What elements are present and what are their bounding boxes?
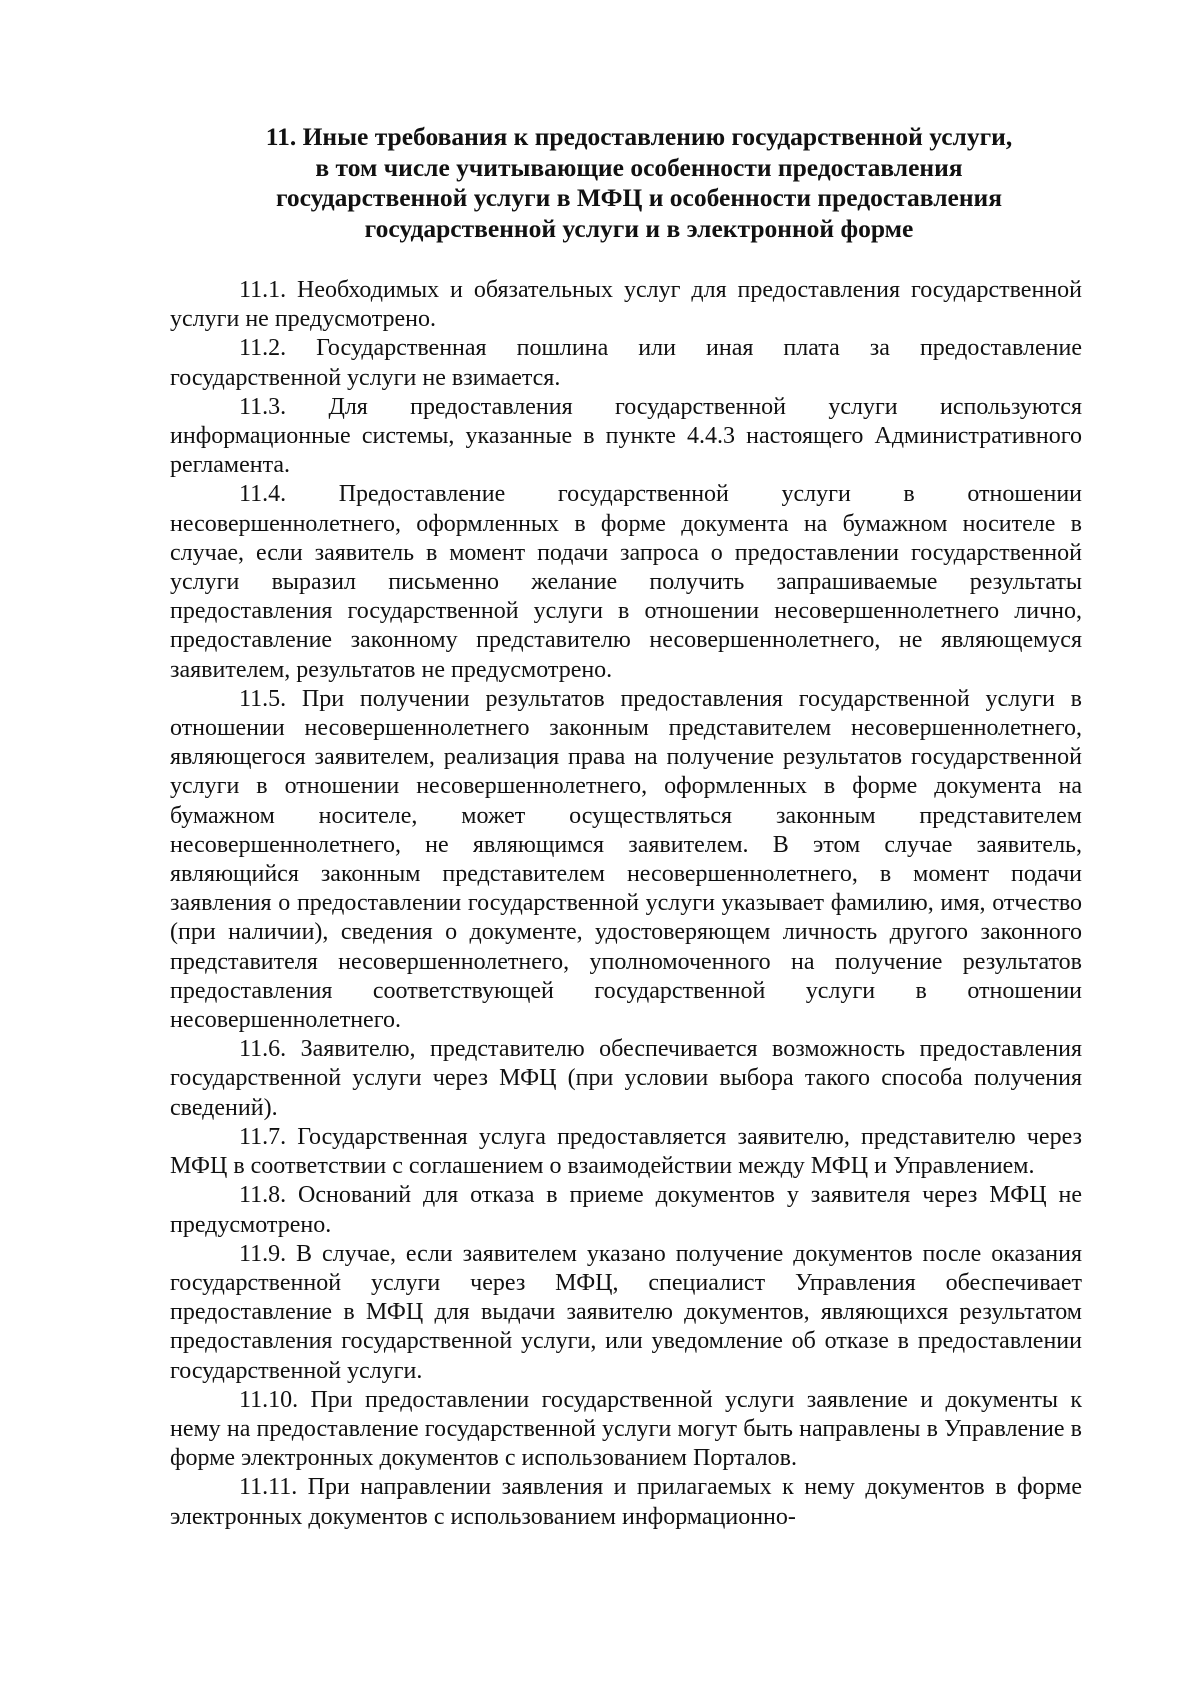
heading-line-2: в том числе учитывающие особенности предоставления: [315, 152, 963, 182]
paragraph-11-4: 11.4. Предоставление государственной услуги в отношении несовершеннолетнего, оформленных в форме документа на бумажном носителе в случае, если заявитель в момент подачи запроса о предоставлении государственной услуги выразил письменно желание получить запрашиваемые результаты предоставления государственной услуги в отношении несовершеннолетнего лично, предоставление законному представителю несовершеннолетнего, не являющемуся заявителем, результатов не предусмотрено.: [170, 481, 1082, 683]
paragraph-11-5: 11.5. При получении результатов предоставления государственной услуги в отношении несовершеннолетнего законным представителем несовершеннолетнего, являющегося заявителем, реализация права на получение результатов государственной услуги в отношении несовершеннолетнего, оформленных в форме документа на бумажном носителе, может осуществляться законным представителем несовершеннолетнего, не являющимся заявителем. В этом случае заявитель, являющийся законным представителем несовершеннолетнего, в момент подачи заявления о предоставлении государственной услуги указывает фамилию, имя, отчество (при наличии), сведения о документе, удостоверяющем личность другого законного представителя несовершеннолетнего, уполномоченного на получение результатов предоставления соответствующей государственной услуги в отношении несовершеннолетнего.: [170, 685, 1082, 1034]
paragraph-11-2: 11.2. Государственная пошлина или иная плата за предоставление государственной услуги не взимается.: [170, 335, 1082, 391]
paragraph-11-11: 11.11. При направлении заявления и прилагаемых к нему документов в форме электронных документов с использованием информационно-: [170, 1474, 1082, 1530]
paragraph-11-10: 11.10. При предоставлении государственной услуги заявление и документы к нему на предоставление государственной услуги могут быть направлены в Управление в форме электронных документов с использованием Порталов.: [170, 1386, 1082, 1472]
heading-line-3: государственной услуги в МФЦ и особенности предоставления: [275, 183, 1003, 212]
section-body: [170, 276, 1082, 1532]
heading-line-1: 11. Иные требования к предоставлению государственной услуги,: [265, 122, 1013, 151]
paragraph-11-9: 11.9. В случае, если заявителем указано получение документов после оказания государственной услуги через МФЦ, специалист Управления обеспечивает предоставление в МФЦ для выдачи заявителю документов, являющихся результатом предоставления государственной услуги, или уведомление об отказе в предоставлении государственной услуги.: [170, 1240, 1082, 1384]
paragraph-11-8: 11.8. Оснований для отказа в приеме документов у заявителя через МФЦ не предусмотрено.: [170, 1182, 1082, 1238]
paragraph-11-1: 11.1. Необходимых и обязательных услуг для предоставления государственной услуги не предусмотрено.: [170, 277, 1082, 333]
section-heading: [196, 122, 1082, 244]
paragraph-11-7: 11.7. Государственная услуга предоставляется заявителю, представителю через МФЦ в соответствии с соглашением о взаимодействии между МФЦ и Управлением.: [170, 1123, 1082, 1180]
paragraph-11-3: 11.3. Для предоставления государственной услуги используются информационные системы, указанные в пункте 4.4.3 настоящего Административного регламента.: [170, 393, 1082, 479]
heading-line-4: государственной услуги и в электронной форме: [364, 213, 914, 243]
paragraph-11-6: 11.6. Заявителю, представителю обеспечивается возможность предоставления государственной услуги через МФЦ (при условии выбора такого способа получения сведений).: [170, 1036, 1082, 1121]
